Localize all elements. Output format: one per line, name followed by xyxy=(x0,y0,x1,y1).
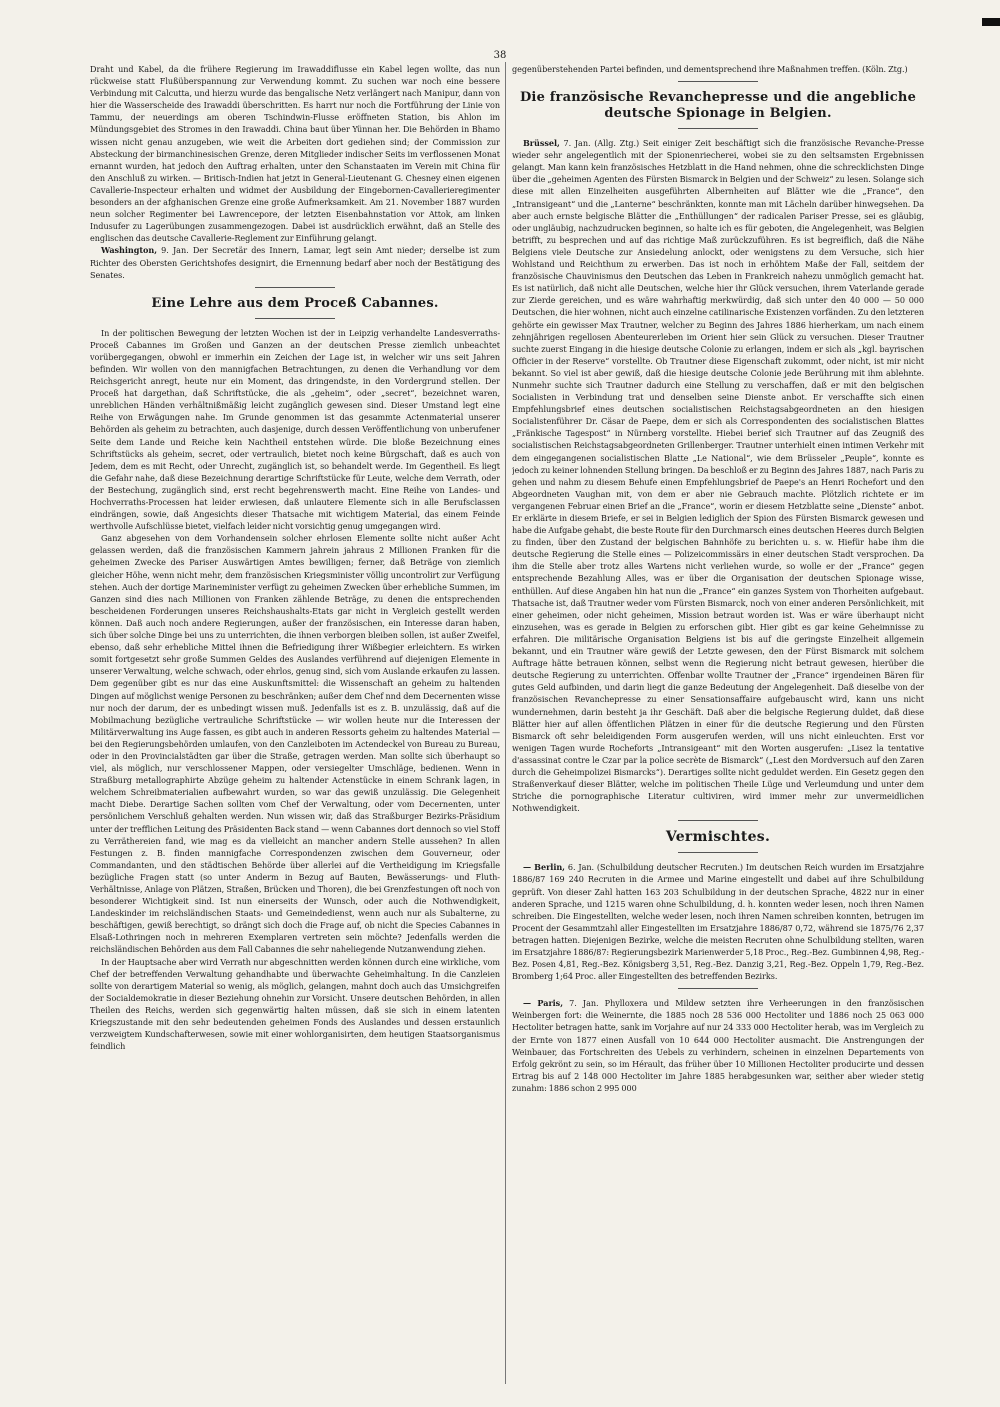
cabannes-paragraph-1: In der politischen Bewegung der letzten Wochen ist der in Leipzig verhandelte Landesverraths-Proceß Cabannes im Großen und Ganzen an der deutschen Presse ziemlich unbeachtet vorübergegangen, obwohl er immerhin ein Zeichen der Lage ist, in welcher wir uns seit Jahren befinden. Wir wollen von den mannigfachen Betrachtungen, zu denen die Verhandlung vor dem Reichsgericht anregt, heute nur ein Moment, das dringendste, in den Vordergrund stellen. Der Proceß hat dargethan, daß Schriftstücke, die als „geheim“, oder „secret“, bezeichnet waren, unreblichen Händen verhältnißmäßig leicht zugänglich gewesen sind. Dieser Umstand legt eine Reihe von Erwägungen nahe. Im Grunde genommen ist das gesammte Actenmaterial unserer Behörden als geheim zu betrachten, auch dasjenige, durch dessen Veröffentlichung von unberufener Seite dem Lande und Reiche kein Nachtheil entstehen würde. Die bloße Bezeichnung eines Schriftstücks als geheim, secret, oder vertraulich, bietet noch keine Bürgschaft, daß es auch von Jedem, dem es mit Recht, oder Unrecht, zugänglich ist, so behandelt werde. Im Gegentheil. Es liegt die Gefahr nahe, daß diese Bezeichnung derartige Schriftstücke für Leute, welche dem Verrath, oder der Bestechung, zugänglich sind, erst recht begehrenswerth macht. Eine Reihe von Landes- und Hochverraths-Processen hat leider erwiesen, daß unlautere Elemente sich in alle Berufsclassen eindrängen, sowie, daß Angesichts dieser Thatsache mit wichtigem Material, das einem Feinde werthvolle Aufschlüsse bietet, vielfach leider nicht vorsichtig genug umgegangen wird. xyxy=(90,327,500,532)
section-rule xyxy=(678,128,758,129)
article-bruessel xyxy=(512,137,924,814)
heading-cabannes: Eine Lehre aus dem Proceß Cabannes. xyxy=(151,295,439,311)
section-rule xyxy=(678,820,758,821)
dateline-bruessel: Brüssel, xyxy=(523,138,560,149)
article-washington xyxy=(90,244,500,280)
article-berlin xyxy=(512,861,924,982)
dateline-berlin: — Berlin, xyxy=(523,862,565,873)
dateline-paris: — Paris, xyxy=(523,998,563,1009)
section-rule xyxy=(255,318,335,319)
page-number: 38 xyxy=(493,50,507,61)
article-paris xyxy=(512,997,924,1094)
heading-revanchepresse: Die französische Revanchepresse und die angebliche deutsche Spionage in Belgien. xyxy=(519,90,917,122)
cabannes-paragraph-2: Ganz abgesehen von dem Vorhandensein solcher ehrlosen Elemente sollte nicht außer Acht gelassen werden, daß die französischen Kammern jahrein jahraus 2 Millionen Franken für die geheimen Zwecke des Pariser Auswärtigen Amtes bewilligen; ferner, daß Beträge von ziemlich gleicher Höhe, wenn nicht mehr, dem französischen Kriegsminister völlig uncontrolirt zur Verfügung stehen. Auch der dortige Marineminister verfügt zu geheimen Zwecken über erhebliche Summen, im Ganzen sind dies nach Millionen von Franken zählende Beträge, zu denen die entsprechenden bescheidenen Forderungen unseres Reichshaushalts-Etats gar nicht in Vergleich gestellt werden können. Daß auch noch andere Regierungen, außer der französischen, ein Interesse daran haben, sich über solche Dinge bei uns zu unterrichten, die ihnen verborgen bleiben sollen, ist außer Zweifel, ebenso, daß sehr erhebliche Mittel ihnen die Befriedigung ihrer Wißbegier erleichtern. Es wirken somit fortgesetzt sehr große Summen Geldes des Auslandes verführend auf diejenigen Elemente in unserer Verwaltung, welche schwach, oder ehrlos, genug sind, sich vom Auslande erkaufen zu lassen. Dem gegenüber gibt es nur das eine Auskunftsmittel: die Wissenschaft an geheim zu haltenden Dingen auf möglichst wenige Personen zu beschränken; außer dem Chef nnd dem Decernenten wisse nur noch der darum, der es unbedingt wissen muß. Jedenfalls ist es z. B. unzulässig, daß auf die Mobilmachung bezügliche vertrauliche Schriftstücke — wir wollen heute nur die Interessen der Militärverwaltung ins Auge fassen, es gibt auch in anderen Ressorts geheim zu haltendes Material — bei den Regierungsbehörden umlaufen, von den Canzleiboten im Actendeckel von Bureau zu Bureau, oder in den Provincialstädten gar über die Straße, getragen werden. Man sollte sich überhaupt so viel, als möglich, nur verschlossener Mappen, oder versiegelter Umschläge, bedienen. Wenn in Straßburg metallographirte Abzüge geheim zu haltender Actenstücke in einem Schrank lagen, in welchem Schreibmaterialien aufbewahrt wurden, so war das gewiß unzulässig. Die Gelegenheit macht Diebe. Derartige Sachen sollten vom Chef der Verwaltung, oder vom Decernenten, unter persönlichem Verschluß gehalten werden. Nun wissen wir, daß das Straßburger Bezirks-Präsidium unter der trefflichen Leitung des Präsidenten Back stand — wenn Cabannes dort dennoch so viel Stoff zu Verräthereien fand, wie mag es da vielleicht an mancher andern Stelle aussehen? In allen Festungen z. B. finden mannigfache Correspondenzen zwischen dem Gouverneur, oder Commandanten, und den städtischen Behörde über allerlei auf die Vertheidigung im Kriegsfalle bezügliche Fragen statt (so unter Anderm in Bezug auf Bauten, Bewässerungs- und Fluth-Verhältnisse, Anlage von Plätzen, Straßen, Brücken und Thoren), die bei Grenzfestungen oft noch von besonderer Wichtigkeit sind. Ist nun einerseits der Wunsch, oder auch die Nothwendigkeit, Landeskinder im reichsländischen Staats- und Gemeindedienst, wenn auch nur als Subalterne, zu beschäftigen, gewiß berechtigt, so drängt sich doch die Frage auf, ob nicht die Species Cabannes in Elsaß-Lothringen noch in mehreren Exemplaren vertreten sein möchte? Jedenfalls werden die reichsländischen Behörden aus dem Fall Cabannes die sehr naheliegende Nutzanwendung ziehen. xyxy=(90,533,500,955)
article-bruessel-body: 7. Jan. (Allg. Ztg.) Seit einiger Zeit beschäftigt sich die französische Revanche-Presse wieder sehr angelegentlich mit der Spionenriecherei, wobei sie zu den seltsamsten Ergebnissen gelangt. Man kann kein französisches Hetzblatt in die Hand nehmen, ohne die schrecklichsten Dinge über die „geheimen Agenten des Fürsten Bismarck in Belgien und der Schweiz“ zu lesen. Solange sich diese mit allen Einzelheiten ausgeführten Albernheiten auf Blätter wie die „France“, den „Intransigeant“ und die „Lanterne“ beschränkten, konnte man mit Lächeln darüber hinwegsehen. Da aber auch ernste belgische Blätter die „Enthüllungen“ der radicalen Pariser Presse, sei es gläubig, oder ungläubig, nachzudrucken beginnen, so halte ich es für geboten, die Angelegenheit, was Belgien betrifft, zu besprechen und auf das richtige Maß zurückzuführen. Es ist begreiflich, daß die Nähe Belgiens viele Deutsche zur Ansiedelung anlockt, oder wenigstens zu dem Versuche, sich hier Wohlstand und Reichthum zu erwerben. Das ist noch in erhöhtem Maße der Fall, seitdem der französische Chauvinismus den Deutschen das Leben in Frankreich nahezu unmöglich gemacht hat. Es ist natürlich, daß nicht alle Deutschen, welche hier ihr Glück versuchen, ihrem Vaterlande gerade zur Zierde gereichen, und es wäre wahrhaftig merkwürdig, daß sich unter den 40 000 — 50 000 Deutschen, die hier wohnen, nicht auch einzelne catilinarische Existenzen vorfänden. Zu den letzteren gehörte ein gewisser Max Trautner, welcher zu Beginn des Jahres 1886 hierherkam, um nach einem zehnjährigen regellosen Abenteurerleben im Orient hier sein Glück zu versuchen. Dieser Trautner suchte zuerst Eingang in die hiesige deutsche Colonie zu erlangen, indem er sich als „kgl. bayrischen Officier in der Reserve“ vorstellte. Ob Trautner diese Eigenschaft zukommt, oder nicht, ist mir nicht bekannt. So viel ist aber gewiß, daß die hiesige deutsche Colonie jede Berührung mit ihm ablehnte. Nunmehr suchte sich Trautner dadurch eine Stellung zu verschaffen, daß er mit den belgischen Socialisten in Verbindung trat und denselben seine Dienste anbot. Er verschaffte sich einen Empfehlungsbrief eines deutschen socialistischen Reichstagsabgeordneten an den hiesigen Socialistenführer Dr. Cäsar de Paepe, dem er sich als Correspondenten des socialistischen Blattes „Fränkische Tagespost“ in Nürnberg vorstellte. Hiebei berief sich Trautner auf das Zeugniß des socialistischen Reichstagsabgeordneten Grillenberger. Trautner unterhielt einen intimen Verkehr mit dem eingegangenen socialistischen Blatte „Le National“, wie dem Brüsseler „Peuple“, konnte es jedoch zu keiner lohnenden Stellung bringen. Da beschloß er zu Beginn des Jahres 1887, nach Paris zu gehen und nahm zu diesem Behufe einen Empfehlungsbrief de Paepe's an Henri Rochefort und den Abgeordneten Vaughan mit, von dem er aber nie Gebrauch machte. Plötzlich richtete er im vergangenen Februar einen Brief an die „France“, worin er diesem Hetzblatte seine „Dienste“ anbot. Er erklärte in diesem Briefe, er sei in Belgien lediglich der Spion des Fürsten Bismarck gewesen und habe die Aufgabe gehabt, die beste Route für den Durchmarsch eines deutschen Heeres durch Belgien zu finden, über den Zustand der belgischen Bahnhöfe zu berichten u. s. w. Hiefür habe ihm die deutsche Regierung die Stelle eines — Polizeicommissärs in einer deutschen Stadt versprochen. Da ihm die Stelle aber trotz alles Wartens nicht verliehen wurde, so wolle er der „France“ gegen entsprechende Bezahlung Alles, was er über die Organisation der deutschen Spionage wisse, enthüllen. Auf diese Angaben hin hat nun die „France“ ein ganzes System von Thorheiten aufgebaut. Thatsache ist, daß Trautner weder vom Fürsten Bismarck, noch von einer anderen Persönlichkeit, mit einer geheimen, oder nicht geheimen, Mission betraut worden ist. Was er wäre überhaupt nicht einzusehen, was es gerade in Belgien zu erforschen gibt. Hier gibt es gar keine Geheimnisse zu erfahren. Die militärische Organisation Belgiens ist bis auf die geringste Einzelheit allgemein bekannt, und ein Trautner wäre gewiß der Letzte gewesen, den der Fürst Bismarck mit solchem Auftrage hätte betrauen können, selbst wenn die Regierung nicht betraut gewesen, hierüber die deutsche Regierung zu unterrichten. Offenbar wollte Trautner der „France“ irgendeinen Bären für gutes Geld aufbinden, und darin liegt die ganze Bedeutung der Angelegenheit. Daß dieselbe von der französischen Revanchepresse zu einer Sensationsaffaire aufgebauscht wird, kann uns nicht wundernehmen, darin besteht ja ihr Geschäft. Daß aber die belgische Regierung duldet, daß diese Blätter hier auf allen öffentlichen Plätzen in einer für die deutsche Regierung und den Fürsten Bismarck oft sehr beleidigenden Form ausgerufen werden, will uns nicht einleuchten. Erst vor wenigen Tagen wurde Rocheforts „Intransigeant“ mit den Worten ausgerufen: „Lisez la tentative d'assassinat contre le Czar par la police secrète de Bismarck“ („Lest den Mordversuch auf den Zaren durch die Geheimpolizei Bismarcks“). Derartiges sollte nicht geduldet werden. Ein Gesetz gegen den Straßenverkauf dieser Blätter, welche im politischen Theile Lüge und Verleumdung und unter dem Striche die pornographische Literatur cultiviren, wird immer mehr zur unvermeidlichen Nothwendigkeit. xyxy=(512,138,924,814)
page-edge-mark xyxy=(982,18,1000,26)
cabannes-paragraph-3: In der Hauptsache aber wird Verrath nur abgeschnitten werden können durch eine wirkliche, vom Chef der betreffenden Verwaltung gehandhabte und überwachte Geheimhaltung. In die Canzleien sollte von derartigem Material so wenig, als möglich, gelangen, mahnt doch auch das Umsichgreifen der Socialdemokratie in dieser Beziehung ohnehin zur Vorsicht. Unsere deutschen Behörden, in allen Theilen des Reichs, werden sich gegenwärtig halten müssen, daß sie sich in einem latenten Kriegszustande mit den sehr bedeutenden geheimen Fonds des Auslandes und dessen erstaunlich verzweigtem Kundschafterwesen, sowie mit einer wohlorganisirten, dem heutigen Staatsorganismus feindlich xyxy=(90,956,500,1052)
dateline-washington: Washington, xyxy=(101,245,157,256)
article-berlin-body: 6. Jan. (Schulbildung deutscher Recruten.) Im deutschen Reich wurden im Ersatzjahre 1886/87 169 240 Recruten in die Armee und Marine eingestellt und dabei auf ihre Schulbildung geprüft. Von dieser Zahl hatten 163 203 Schulbildung in der deutschen Sprache, 4822 nur in einer anderen Sprache, und 1215 waren ohne Schulbildung, d. h. konnten weder lesen, noch ihren Namen schreiben. Die Eingestellten, welche weder lesen, noch ihren Namen schreiben konnten, betrugen im Procent der Gesammtzahl aller Eingestellten im Ersatzjahre 1886/87 0,72, während sie 1875/76 2,37 betragen hatten. Diejenigen Bezirke, welche die meisten Recruten ohne Schulbildung stellten, waren im Ersatzjahre 1886/87: Regierungsbezirk Marienwerder 5,18 Proc., Reg.-Bez. Gumbinnen 4,98, Reg.-Bez. Posen 4,81, Reg.-Bez. Königsberg 3,51, Reg.-Bez. Danzig 3,21, Reg.-Bez. Oppeln 1,79, Reg.-Bez. Bromberg 1;64 Proc. aller Eingestellten des betreffenden Bezirks. xyxy=(512,862,924,982)
right-column xyxy=(512,63,924,1383)
article-paris-body: 7. Jan. Phylloxera und Mildew setzten ihre Verheerungen in den französischen Weinbergen fort: die Weinernte, die 1885 noch 28 536 000 Hectoliter und 1886 noch 25 063 000 Hectoliter betragen hatte, sank im Vorjahre auf nur 24 333 000 Hectoliter herab, was im Vergleich zu der Ernte von 1877 einen Ausfall von 10 644 000 Hectoliter ausmacht. Die Anstrengungen der Weinbauer, das Fortschreiten des Uebels zu verhindern, scheinen in einzelnen Departements von Erfolg gekrönt zu sein, so im Hérault, das früher über 10 Millionen Hectoliter producirte und dessen Ertrag bis auf 2 148 000 Hectoliter im Jahre 1885 herabgesunken war, seither aber wieder stetig zunahm: 1886 schon 2 995 000 xyxy=(512,998,924,1093)
section-rule xyxy=(678,988,758,989)
article-washington-body: 9. Jan. Der Secretär des Innern, Lamar, legt sein Amt nieder; derselbe ist zum Richter des Obersten Gerichtshofes designirt, die Ernennung bedarf aber noch der Bestätigung des Senates. xyxy=(90,245,500,280)
article-burma-continued: Draht und Kabel, da die frühere Regierung im Irawaddiflusse ein Kabel legen wollte, das nun rückweise statt Flußüberspannung zur Verwendung kommt. Zu suchen war noch eine bessere Verbindung mit Calcutta, und hierzu wurde das bengalische Netz verlängert nach Manipur, dann von hier die Wasserscheide des Irawaddi überschritten. Es harrt nur noch die Fortführung der Linie von Tammu, der neuerdings am oberen Tschindwin-Flusse eröffneten Station, bis Ahlon im Mündungsgebiet des Stromes in den Irawaddi. China baut über Yünnan her. Die Behörden in Bhamo wissen nicht genau anzugeben, wie weit die Arbeiten dort gediehen sind; der Commission zur Absteckung der birmanchinesischen Grenze, deren Mitglieder indischer Seits im verflossenen Monat ernannt wurden, hat jedoch den Auftrag erhalten, unter den Schanstaaten im Verein mit China für den Anschluß zu wirken. — Britisch-Indien hat jetzt in General-Lieutenant G. Chesney einen eigenen Cavallerie-Inspecteur erhalten und widmet der Ausbildung der Eingebornen-Cavallerieregimenter besonders an der afghanischen Grenze eine große Aufmerksamkeit. Am 21. November 1887 wurden neun solcher Regimenter bei Lawrencepore, der letzten Eisenbahnstation vor Attok, am linken Indusufer zu Lagerübungen zusammengezogen. Dabei ist ausdrücklich erwähnt, daß an Stelle des englischen das deutsche Cavallerie-Reglement zur Einführung gelangt. xyxy=(90,64,500,244)
heading-vermischtes: Vermischtes. xyxy=(665,829,771,846)
column-divider xyxy=(505,62,506,1384)
left-column xyxy=(90,63,500,1383)
section-rule xyxy=(678,81,758,82)
section-rule xyxy=(678,852,758,853)
section-rule xyxy=(255,287,335,288)
article-cabannes-ending: gegenüberstehenden Partei befinden, und dementsprechend ihre Maßnahmen treffen. (Köln. Ztg.) xyxy=(512,64,908,74)
